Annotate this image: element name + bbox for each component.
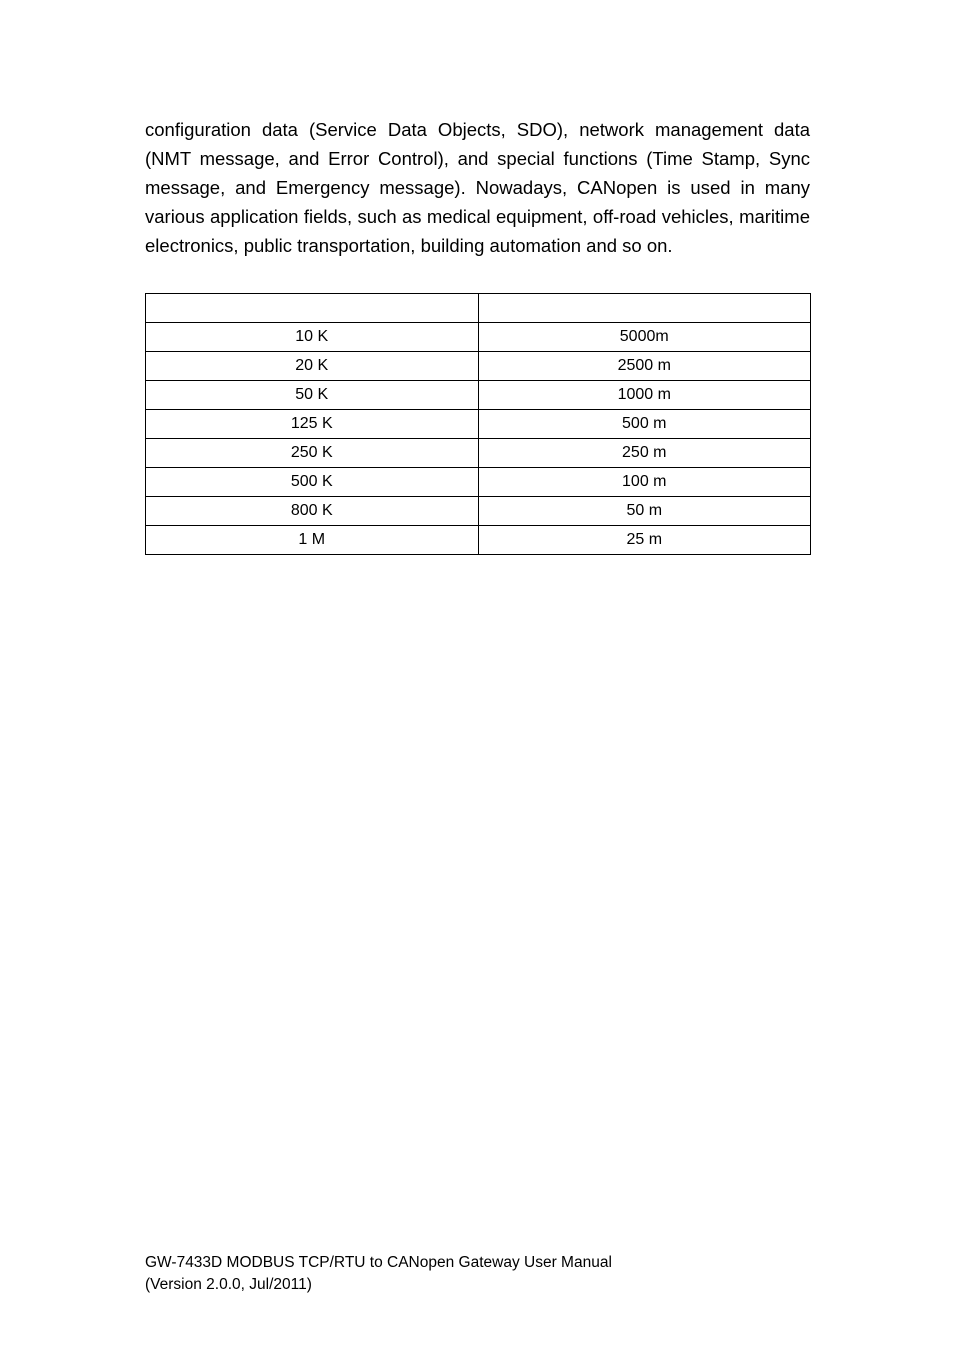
page-footer bbox=[145, 1252, 612, 1296]
table-row bbox=[146, 497, 811, 526]
baud-rate-cell: 50 K bbox=[146, 381, 479, 410]
baud-rate-cell: 800 K bbox=[146, 497, 479, 526]
footer-version: (Version 2.0.0, Jul/2011) bbox=[145, 1276, 312, 1293]
baud-rate-cell: 500 K bbox=[146, 468, 479, 497]
bus-length-cell: 25 m bbox=[478, 526, 811, 555]
table-row bbox=[146, 381, 811, 410]
table-row bbox=[146, 439, 811, 468]
header-cell-baud-rate bbox=[146, 294, 479, 323]
bus-length-cell: 250 m bbox=[478, 439, 811, 468]
header-cell-bus-length bbox=[478, 294, 811, 323]
bus-length-cell: 1000 m bbox=[478, 381, 811, 410]
baud-rate-table bbox=[145, 293, 811, 555]
body-paragraph: configuration data (Service Data Objects, SDO), network management data (NMT message, and Error Control), and special functions (Time Stamp, Sync message, and Emergency message). Nowadays, CANopen is used in many various application fields, such as medical equipment, off-road vehicles, maritime electronics, public transportation, building automation and so on. bbox=[145, 119, 810, 256]
table-header-row bbox=[146, 294, 811, 323]
table-row bbox=[146, 323, 811, 352]
bus-length-cell: 500 m bbox=[478, 410, 811, 439]
bus-length-cell: 5000m bbox=[478, 323, 811, 352]
bus-length-cell: 50 m bbox=[478, 497, 811, 526]
baud-rate-cell: 125 K bbox=[146, 410, 479, 439]
footer-manual-title: GW-7433D MODBUS TCP/RTU to CANopen Gateway User Manual bbox=[145, 1254, 612, 1271]
table-row bbox=[146, 410, 811, 439]
table-row bbox=[146, 468, 811, 497]
baud-rate-cell: 250 K bbox=[146, 439, 479, 468]
baud-rate-cell: 10 K bbox=[146, 323, 479, 352]
table-row bbox=[146, 526, 811, 555]
table-row bbox=[146, 352, 811, 381]
baud-rate-cell: 20 K bbox=[146, 352, 479, 381]
baud-rate-cell: 1 M bbox=[146, 526, 479, 555]
bus-length-cell: 100 m bbox=[478, 468, 811, 497]
bus-length-cell: 2500 m bbox=[478, 352, 811, 381]
